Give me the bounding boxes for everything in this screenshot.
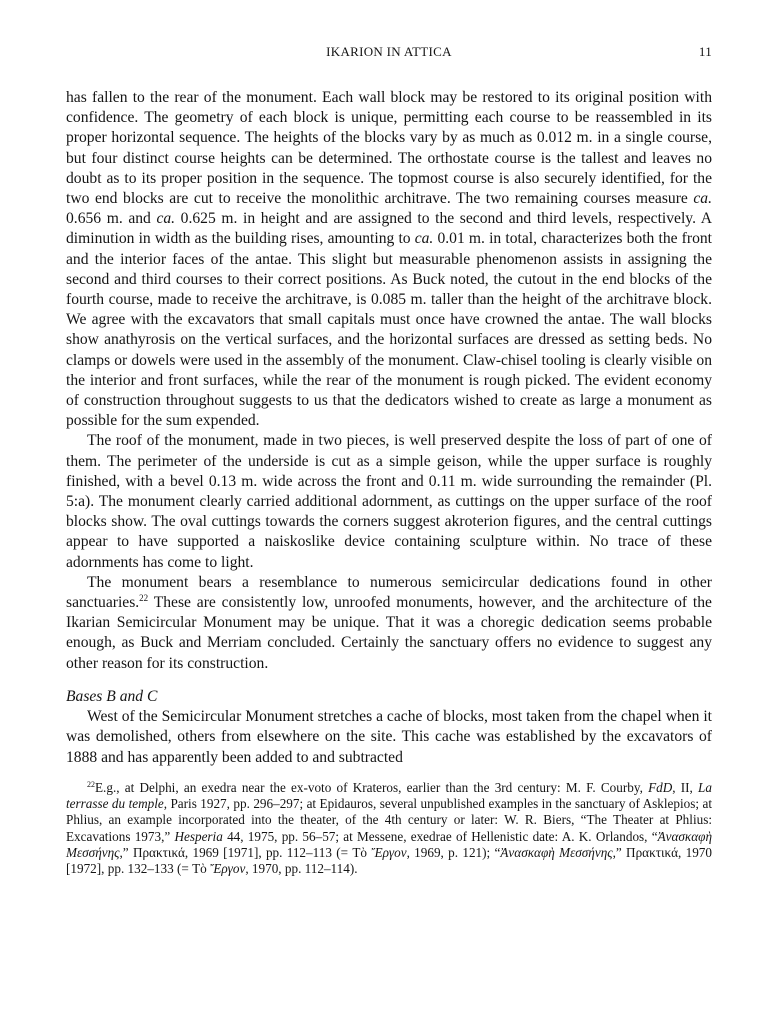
paragraph-3-text-a: The monument bears a resemblance to numerous semicircular dedications found in other sanctuaries.	[66, 573, 712, 612]
paragraph-3-text-b: These are consistently low, unroofed monuments, however, and the architecture of the Ikarian Semicircular Monument may be unique. That it was a choregic dedication seems probable enough, as Buck and Merriam concluded. Certainly the sanctuary offers no evidence to suggest any other reason for its construction.	[66, 594, 712, 672]
body-text	[66, 88, 712, 768]
paragraph-4: West of the Semicircular Monument stretches a cache of blocks, most taken from the chapel when it was demolished, others from elsewhere on the site. This cache was established by the excavators of 1888 and has apparently been added to and subtracted	[66, 708, 712, 766]
footnote-marker: 22	[87, 779, 95, 789]
running-title: IKARION IN ATTICA	[326, 44, 452, 59]
section-heading: Bases B and C	[66, 687, 158, 705]
page-number: 11	[698, 44, 712, 59]
footnote-22: $^{22}$E.g., at Delphi, an exedra near the ex-voto of Krateros, earlier than the 3rd century: M. F. Courby, FdD, II, La terrasse du temple, Paris 1927, pp. 296–297; at Epidauros, several unpublished examples in the sanctuary of Asklepios; at Phlius, an example incorporated into the theater, of the 4th century or later: W. R. Biers, “The Theater at Phlius: Excavations 1973,” Hesperia 44, 1975, pp. 56–57; at Messene, exedrae of Hellenistic date: A. K. Orlandos, “Ἀνασκαφὴ Μεσσήνης,” Πρακτικά, 1969 [1971], pp. 112–113 (= Τὸ Ἔργον, 1969, p. 121); “Ἀνασκαφὴ Μεσσήνης,” Πρακτικά, 1970 [1972], pp. 132–133 (= Τὸ Ἔργον, 1970, pp. 112–114).	[66, 779, 713, 877]
page	[66, 44, 712, 877]
paragraph-1: has fallen to the rear of the monument. Each wall block may be restored to its original position with confidence. The geometry of each block is unique, permitting each course to be reassembled in its proper horizontal sequence. The heights of the blocks vary by as much as 0.012 m. in a single course, but four distinct course heights can be determined. The orthostate course is the tallest and leaves no doubt as to its proper position in the sequence. The topmost course is also securely identified, for the two end blocks are cut to receive the monolithic architrave. The two remaining courses measure ca. 0.656 m. and ca. 0.625 m. in height and are assigned to the second and third levels, respectively. A diminution in width as the building rises, amounting to ca. 0.01 m. in total, characterizes both the front and the interior faces of the antae. This slight but measurable phenomenon assists in assigning the second and third courses to their correct positions. As Buck noted, the cutout in the end blocks of the fourth course, made to receive the architrave, is 0.085 m. taller than the height of the architrave block. We agree with the excavators that small capitals must once have crowned the antae. The wall blocks show anathyrosis on the vertical surfaces, and the horizontal surfaces are dressed as setting beds. No clamps or dowels were used in the assembly of the monument. Claw-chisel tooling is clearly visible on the interior and front surfaces, while the rear of the monument is rough picked. The evident economy of construction throughout suggests to us that the dedicators wished to create as large a monument as possible for the sum expended.	[66, 89, 712, 430]
paragraph-2: The roof of the monument, made in two pieces, is well preserved despite the loss of part of one of them. The perimeter of the underside is cut as a simple geison, while the upper surface is roughly finished, with a bevel 0.13 m. wide across the front and 0.11 m. wide surrounding the remainder (Pl. 5:a). The monument clearly carried additional adornment, as cuttings on the upper surface of the roof blocks show. The oval cuttings towards the corners suggest akroterion figures, and the central cuttings appear to have supported a naiskoslike device containing sculpture within. No trace of these adornments has come to light.	[66, 432, 712, 571]
paragraph-3	[66, 573, 712, 674]
footnote-reference[interactable]: 22	[139, 593, 149, 604]
running-header	[66, 44, 712, 66]
